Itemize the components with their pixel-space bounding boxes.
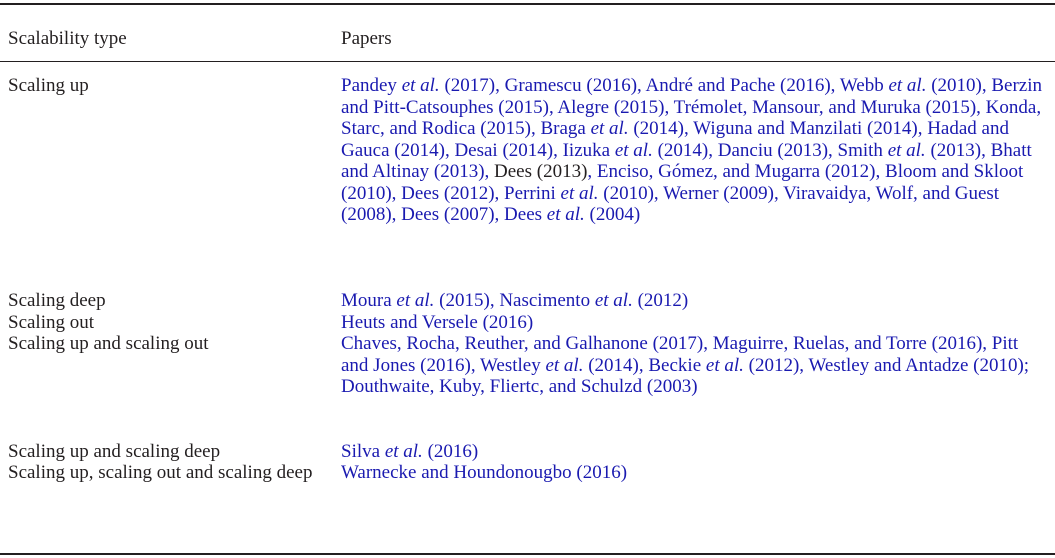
paper-reference[interactable]: André and Pache (2016) [645, 75, 831, 96]
paper-reference[interactable]: Konda, Starc, and Rodica (2015) [341, 96, 1042, 139]
top-rule [0, 3, 1055, 5]
paper-reference[interactable]: Dees et al. (2004) [504, 204, 641, 225]
paper-reference[interactable]: Dees (2007) [401, 204, 495, 225]
papers-cell [341, 290, 1047, 312]
paper-reference[interactable]: Silva et al. (2016) [341, 440, 479, 462]
reference-separator: , [773, 182, 784, 204]
paper-reference[interactable]: Westley and Antadze (2010) [808, 354, 1024, 376]
reference-separator: , [495, 75, 505, 96]
paper-reference[interactable]: Enciso, Gómez, and Mugarra (2012) [596, 161, 876, 182]
paper-reference[interactable]: Gramescu (2016) [504, 75, 638, 96]
paper-reference[interactable]: Perrini et al. (2010) [504, 182, 654, 204]
paper-reference[interactable]: Smith et al. (2013) [837, 139, 982, 161]
papers-cell [341, 462, 1047, 484]
paper-reference[interactable]: Westley et al. (2014) [479, 354, 639, 376]
reference-separator: , [470, 354, 480, 376]
reference-separator: , [664, 96, 674, 118]
paper-reference[interactable]: Iizuka et al. (2014) [562, 139, 709, 161]
paper-reference: Dees (2013) [494, 161, 588, 182]
bottom-rule [0, 553, 1055, 555]
reference-separator: , [683, 118, 694, 139]
paper-reference[interactable]: Viravaidya, Wolf, and Guest (2008) [341, 182, 1000, 225]
paper-reference[interactable]: Braga et al. (2014) [540, 118, 684, 139]
reference-separator: , [489, 290, 500, 311]
paper-reference[interactable]: Wiguna and Manzilati (2014) [693, 118, 918, 139]
scalability-type-cell: Scaling up, scaling out and scaling deep [8, 462, 313, 483]
reference-separator: , [981, 139, 991, 161]
reference-separator: , [484, 161, 495, 182]
paper-reference[interactable]: Werner (2009) [663, 182, 774, 204]
reference-separator: , [828, 139, 838, 161]
reference-separator: , [703, 333, 713, 354]
paper-reference[interactable]: Warnecke and Houndonougbo (2016) [341, 462, 628, 483]
paper-reference[interactable]: Pandey et al. (2017) [341, 75, 496, 96]
papers-cell [341, 441, 1047, 463]
header-papers: Papers [341, 28, 392, 49]
scalability-type-cell: Scaling up [8, 75, 89, 96]
reference-separator: , [494, 182, 505, 204]
paper-reference[interactable]: Webb et al. (2010) [839, 75, 982, 96]
reference-separator: , [830, 75, 840, 96]
reference-separator: , [391, 182, 402, 204]
reference-separator: , [494, 204, 505, 225]
reference-separator: , [587, 161, 597, 182]
scalability-type-cell: Scaling out [8, 311, 95, 333]
paper-reference[interactable]: Beckie et al. (2012) [648, 354, 800, 376]
reference-separator: , [637, 75, 646, 96]
scalability-type-cell: Scaling up and scaling deep [8, 440, 221, 462]
header-rule [0, 61, 1055, 62]
reference-separator: , [553, 139, 563, 161]
reference-separator: , [530, 118, 541, 139]
paper-reference[interactable]: Douthwaite, Kuby, Fliertc, and Schulzd (2003) [341, 376, 698, 397]
paper-reference[interactable]: Chaves, Rocha, Reuther, and Galhanone (2017) [341, 333, 704, 354]
reference-separator: , [444, 139, 455, 161]
reference-separator: , [548, 96, 558, 118]
papers-cell [341, 75, 1047, 226]
paper-reference[interactable]: Bhatt and Altinay (2013) [341, 139, 1032, 182]
paper-reference[interactable]: Bloom and Skloot (2010) [341, 161, 1024, 204]
reference-separator: , [875, 161, 886, 182]
paper-reference[interactable]: Hadad and Gauca (2014) [341, 118, 1009, 161]
reference-separator: ; [1023, 354, 1030, 376]
papers-cell [341, 312, 1047, 334]
paper-reference[interactable]: Desai (2014) [454, 139, 554, 161]
scalability-type-cell: Scaling deep [8, 290, 106, 311]
header-scalability-type: Scalability type [8, 28, 127, 49]
paper-reference[interactable]: Dees (2012) [401, 182, 495, 204]
paper-reference[interactable]: Danciu (2013) [717, 139, 829, 161]
paper-reference[interactable]: Moura et al. (2015) [341, 290, 490, 311]
paper-reference[interactable]: Maguirre, Ruelas, and Torre (2016) [712, 333, 983, 354]
reference-separator: , [391, 204, 402, 225]
reference-separator: , [982, 333, 992, 354]
paper-reference[interactable]: Alegre (2015) [557, 96, 665, 118]
scalability-type-cell: Scaling up and scaling out [8, 333, 209, 354]
paper-reference[interactable]: Nascimento et al. (2012) [499, 290, 689, 311]
reference-separator: , [638, 354, 649, 376]
reference-separator: , [976, 96, 986, 118]
papers-cell [341, 333, 1047, 398]
reference-separator: , [981, 75, 992, 96]
paper-reference[interactable]: Heuts and Versele (2016) [341, 311, 534, 333]
paper-reference[interactable]: Pitt and Jones (2016) [341, 333, 1019, 376]
reference-separator: , [653, 182, 664, 204]
reference-separator: , [917, 118, 928, 139]
reference-separator: , [708, 139, 718, 161]
reference-separator: , [799, 354, 809, 376]
paper-reference[interactable]: Trémolet, Mansour, and Muruka (2015) [673, 96, 977, 118]
paper-reference[interactable]: Berzin and Pitt-Catsouphes (2015) [341, 75, 1043, 118]
